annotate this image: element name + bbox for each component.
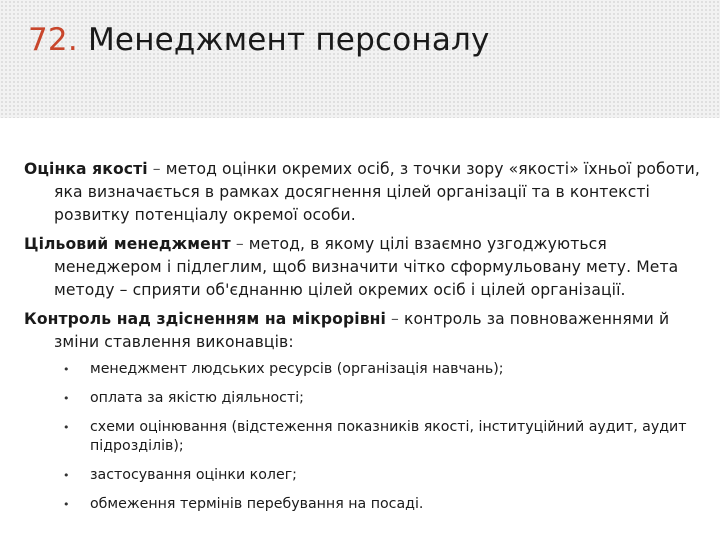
paragraph-micro-control [0,308,708,354]
dash-separator: – [385,310,404,328]
term-micro-control: Контроль над здісненням на мікрорівні [24,310,386,328]
definition-micro-control: контроль за повноваженнями й зміни ставлення виконавців: [54,310,670,351]
page-title [28,22,490,58]
list-item-text: схеми оцінювання (відстеження показників якості, інституційний аудит, аудит підрозділів); [90,419,687,454]
list-item [0,360,708,379]
dash-separator: – [230,235,249,253]
bullet-icon: • [63,392,70,405]
definition-target-management: метод, в якому цілі взаємно узгоджуються менеджером і підлеглим, щоб визначити чітко сформульовану мету. Мета методу – сприяти об'єднанню цілей окремих осіб і цілей організації. [54,235,679,299]
paragraph-target-management [0,233,708,302]
list-item [0,418,708,456]
bullet-icon: • [63,469,70,482]
list-item [0,389,708,408]
term-quality-assessment: Оцінка якості [24,160,148,178]
control-methods-list [0,360,708,514]
list-item-text: менеджмент людських ресурсів (організація навчань); [90,361,504,377]
bullet-icon: • [63,498,70,511]
list-item-text: обмеження термінів перебування на посаді. [90,496,424,512]
title-banner [0,0,720,118]
list-item [0,466,708,485]
title-number: 72. [28,22,78,58]
title-text: Менеджмент персоналу [87,22,490,58]
slide-body [0,158,708,524]
paragraph-quality-assessment [0,158,708,227]
bullet-icon: • [63,363,70,376]
bullet-icon: • [63,421,70,434]
dash-separator: – [147,160,166,178]
list-item-text: застосування оцінки колег; [90,467,297,483]
term-target-management: Цільовий менеджмент [24,235,231,253]
list-item-text: оплата за якістю діяльності; [90,390,304,406]
definition-quality-assessment: метод оцінки окремих осіб, з точки зору «якості» їхньої роботи, яка визначається в рамках досягнення цілей організації та в контексті розвитку потенціалу окремої особи. [54,160,700,224]
list-item [0,495,708,514]
